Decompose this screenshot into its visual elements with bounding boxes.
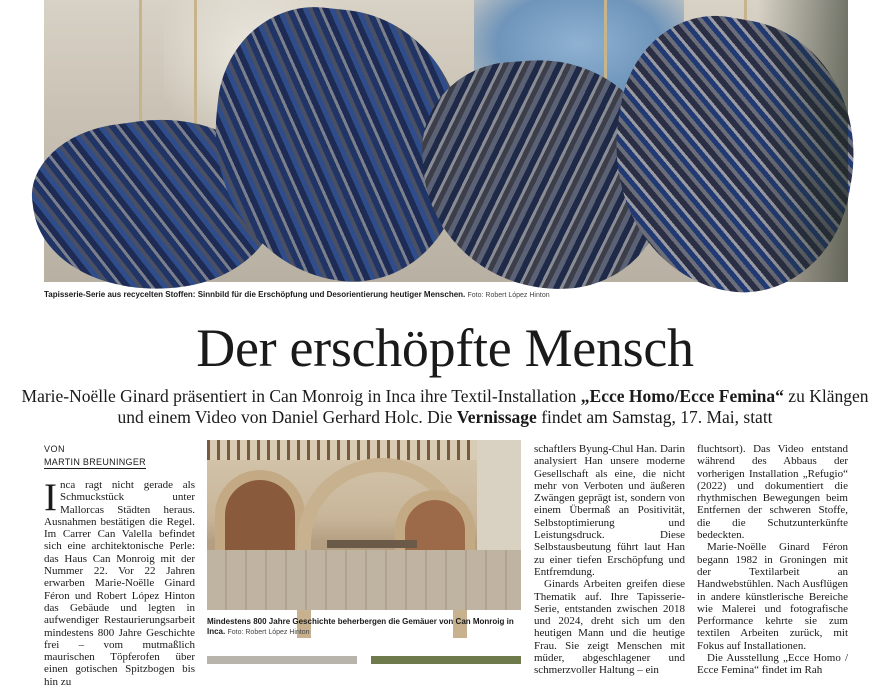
article-deck [20, 386, 870, 428]
deck-exhibition-title: „Ecce Homo/Ecce Femina“ [580, 386, 784, 406]
column-1-text: nca ragt nicht gerade als Schmuckstück unter Mallorcas Städten heraus. Ausnahmen bestätigen die Regel. Im Carrer Can Valella befindet sich eine architektonische Perle: das Haus Can Monroig mit der Nummer 22. Vor 22 Jahren erwarben Marie-Noëlle Ginard Féron und Robert López Hinton das Gebäude und legten in aufwendiger Restaurierungsarbeit mindestens 800 Jahre Geschichte frei – vom mutmaßlich maurischen Töpferofen über einen gotischen Spitzbogen bis hin zu [44, 479, 195, 688]
column-3-paragraph-1: schaftlers Byung-Chul Han. Darin analysiert Han unsere moderne Gesellschaft als eine, die nicht mehr von Verboten und äußeren Zwängen geprägt ist, sondern von einem Übermaß an Positivität, Selbstoptimierung und Leistungsdruck. Diese Selbstausbeutung führt laut Han zu einer tiefen Erschöpfung und Entfremdung. [534, 443, 685, 578]
hero-caption-text: Tapisserie-Serie aus recycelten Stoffen: Sinnbild für die Erschöpfung und Desorientierung heutiger Menschen. [44, 290, 466, 299]
deck-text-1: Marie-Noëlle Ginard präsentiert in Can Monroig in Inca ihre Textil-Installation [21, 386, 581, 406]
interior-photo-caption [207, 617, 521, 638]
column-4-paragraph-1: fluchtsort). Das Video entstand während des Abbaus der vorherigen Installation „Refugio“ (2022) und dokumentiert die rhythmischen Bewegungen beim Entfernen der schweren Stoffe, die die Schutzunterkünfte bedeckten. [697, 443, 848, 542]
interior-caption-text: Mindestens 800 Jahre Geschichte beherbergen die Gemäuer von Can Monroig in Inca. [207, 617, 514, 636]
interior-photo-credit: Foto: Robert López Hinton [227, 629, 310, 636]
deck-text-3: findet am Samstag, 17. Mai, statt [536, 407, 773, 427]
byline-author: MARTIN BREUNINGER [44, 457, 146, 467]
thumbnail-photo-1 [207, 656, 357, 664]
byline-von: VON [44, 444, 66, 454]
column-4-paragraph-2: Marie-Noëlle Ginard Féron begann 1982 in Groningen mit der Textilarbeit an Handwebstühlen. Nach Ausflügen in andere künstlerische Bereiche wie Malerei und fotografische Performance kehrte sie zum textilen Arbeiten zurück, mit Fokus auf Installationen. [697, 541, 848, 652]
article-headline: Der erschöpfte Mensch [196, 318, 694, 378]
deck-vernissage: Vernissage [456, 407, 537, 427]
article-column-3 [534, 443, 685, 677]
hero-photo-credit: Foto: Robert López Hinton [467, 292, 550, 299]
article-column-1 [44, 476, 195, 688]
thumbnail-photo-2 [371, 656, 521, 664]
article-column-4 [697, 443, 848, 677]
interior-photo [207, 440, 521, 610]
deck-text-2: zu Klängen und einem Video von Daniel Gerhard Holc. Die [117, 386, 869, 427]
column-3-paragraph-2: Ginards Arbeiten greifen diese Thematik auf. Ihre Tapisserie-Serie, entstanden zwischen 2018 und 2024, dreht sich um den heutigen Mann und die heutige Frau. Sie zeigt Menschen mit müder, abgeschlagener und schmerzvoller Haltung – ein [534, 578, 685, 677]
drop-cap: I [44, 476, 57, 519]
column-4-paragraph-3: Die Ausstellung „Ecce Homo / Ecce Femina“ findet im Rah [697, 652, 848, 677]
hero-photo-caption [44, 290, 848, 301]
hero-photo [44, 0, 848, 282]
